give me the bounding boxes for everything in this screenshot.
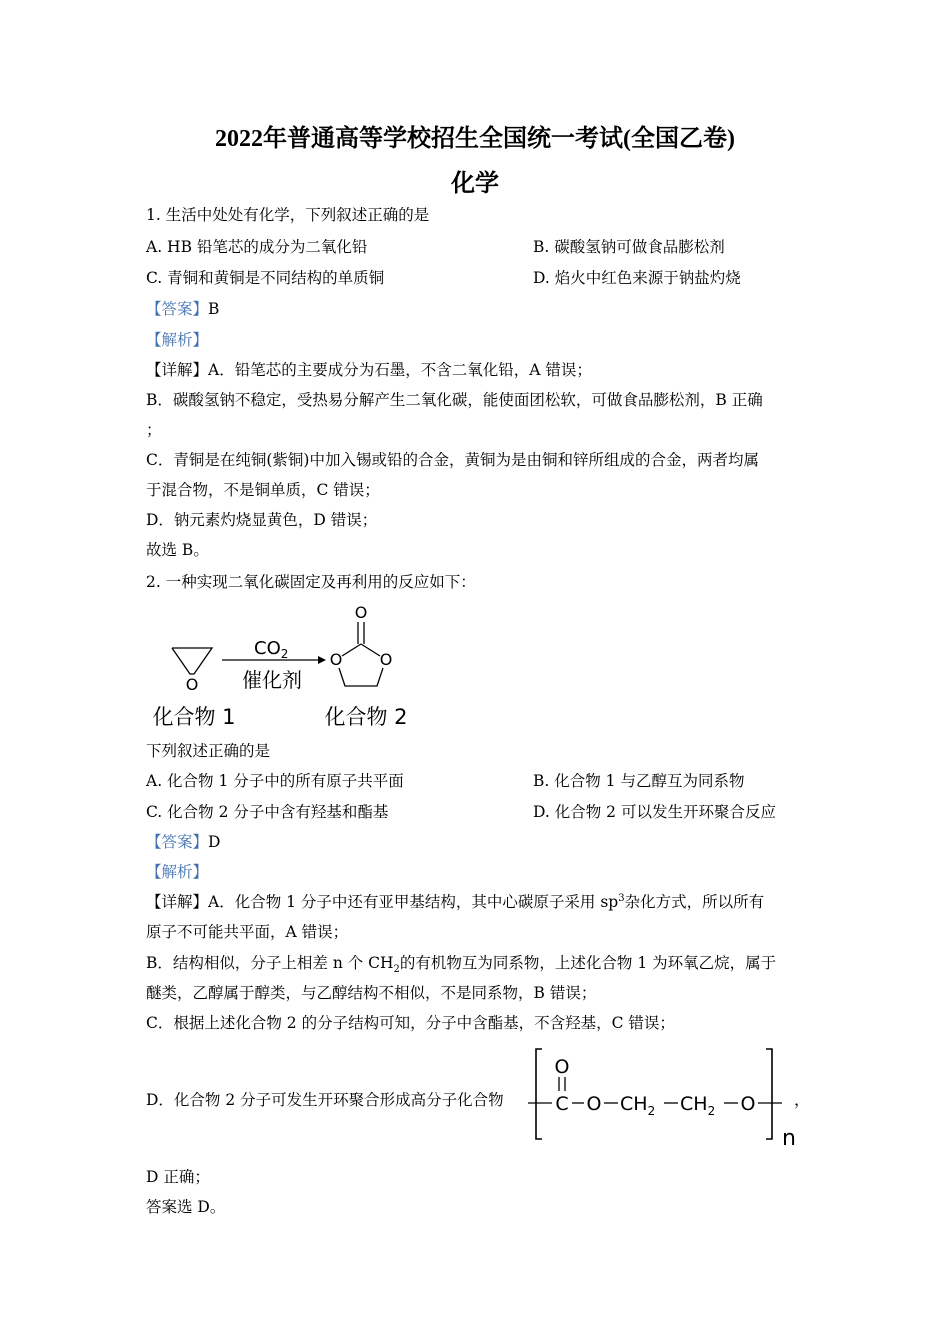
methylene-group: $CH_2$ bbox=[680, 1093, 716, 1118]
q2-detail-line: 醚类，乙醇属于醇类，与乙醇结构不相似，不是同系物，B 错误； bbox=[146, 984, 597, 1002]
q2-prompt: 下列叙述正确的是 bbox=[146, 742, 271, 760]
carbonyl-oxygen: O bbox=[554, 1056, 570, 1078]
q2-detail-line: C．根据上述化合物 2 的分子结构可知，分子中含酯基，不含羟基，C 错误； bbox=[146, 1014, 675, 1032]
ring-oxygen-right: O bbox=[379, 650, 393, 669]
q1-detail-line: D．钠元素灼烧显黄色，D 错误； bbox=[146, 511, 378, 529]
answer-value: B bbox=[208, 300, 220, 318]
polymer-structure bbox=[520, 1045, 810, 1150]
q1-detail-line: 于混合物，不是铜单质，C 错误； bbox=[146, 481, 380, 499]
q1-option-c: C. 青铜和黄铜是不同结构的单质铜 bbox=[146, 269, 385, 287]
subject-title: 化学 bbox=[451, 171, 499, 197]
reagent-co2: $CO_2$ bbox=[254, 638, 289, 661]
compound-2-label: 化合物 2 bbox=[324, 705, 408, 729]
q2-conclusion: 答案选 D。 bbox=[146, 1198, 226, 1216]
ring-bond bbox=[361, 644, 380, 656]
right-bracket bbox=[766, 1049, 772, 1139]
q2-option-c: C. 化合物 2 分子中含有羟基和酯基 bbox=[146, 803, 389, 821]
q1-conclusion: 故选 B。 bbox=[146, 541, 209, 559]
compound-1-label: 化合物 1 bbox=[152, 705, 236, 729]
q1-detail-line: B．碳酸氢钠不稳定，受热易分解产生二氧化碳，能使面团松软，可做食品膨松剂，B 正确 bbox=[146, 391, 763, 409]
q2-answer bbox=[146, 832, 220, 852]
q2-option-b: B. 化合物 1 与乙醇互为同系物 bbox=[533, 772, 745, 790]
q2-detail-line: D．化合物 2 分子可发生开环聚合形成高分子化合物 bbox=[146, 1091, 504, 1109]
q2-option-d: D. 化合物 2 可以发生开环聚合反应 bbox=[533, 803, 776, 821]
q2-option-a: A. 化合物 1 分子中的所有原子共平面 bbox=[146, 772, 404, 790]
q2-stem: 2. 一种实现二氧化碳固定及再利用的反应如下： bbox=[146, 573, 476, 591]
ring-bond bbox=[342, 644, 361, 656]
q1-analysis-label: 【解析】 bbox=[146, 331, 209, 349]
q2-detail-line: B．结构相似，分子上相差 n 个 $CH_2$的有机物互为同系物，上述化合物 1 为环氧乙烷，属于 bbox=[146, 954, 777, 976]
q2-detail-line: 【详解】A．化合物 1 分子中还有亚甲基结构，其中心碳原子采用 $sp^3$杂化方式，所以所有 bbox=[146, 892, 765, 911]
q2-detail-line: 原子不可能共平面，A 错误； bbox=[146, 923, 349, 941]
q1-option-b: B. 碳酸氢钠可做食品膨松剂 bbox=[533, 238, 725, 256]
ring-bond bbox=[339, 668, 383, 686]
q1-answer bbox=[146, 299, 219, 319]
answer-label: 【答案】 bbox=[146, 833, 209, 851]
ring-oxygen-left: O bbox=[329, 650, 343, 669]
q1-detail-line: 【详解】A．铅笔芯的主要成分为石墨，不含二氧化铅，A 错误； bbox=[146, 361, 592, 379]
q1-stem: 1. 生活中处处有化学，下列叙述正确的是 bbox=[146, 206, 430, 224]
answer-value: D bbox=[208, 833, 221, 851]
q1-detail-line: ； bbox=[146, 421, 162, 439]
epoxide-ring bbox=[172, 648, 212, 674]
q1-detail-line: C．青铜是在纯铜(紫铜)中加入锡或铅的合金，黄铜为是由铜和锌所组成的合金，两者均属 bbox=[146, 451, 759, 469]
methylene-group: $CH_2$ bbox=[620, 1093, 656, 1118]
carbon-atom: C bbox=[555, 1093, 569, 1115]
epoxide-oxygen: O bbox=[185, 675, 199, 694]
exam-title: 2022年普通高等学校招生全国统一考试(全国乙卷) bbox=[215, 126, 735, 152]
ether-oxygen: O bbox=[740, 1093, 756, 1115]
catalyst-label: 催化剂 bbox=[242, 668, 302, 692]
repeat-count: n bbox=[782, 1126, 796, 1150]
q2-detail-line: D 正确； bbox=[146, 1168, 210, 1186]
q1-option-a: A. HB 铅笔芯的成分为二氧化铅 bbox=[146, 238, 368, 256]
carbonyl-oxygen: O bbox=[354, 603, 368, 622]
q1-option-d: D. 焰火中红色来源于钠盐灼烧 bbox=[533, 269, 741, 287]
left-bracket bbox=[536, 1049, 542, 1139]
arrow-head bbox=[318, 656, 326, 664]
reaction-scheme bbox=[146, 598, 426, 732]
answer-label: 【答案】 bbox=[146, 300, 209, 318]
ether-oxygen: O bbox=[586, 1093, 602, 1115]
trailing-comma: ， bbox=[794, 1090, 810, 1109]
q2-analysis-label: 【解析】 bbox=[146, 863, 209, 881]
